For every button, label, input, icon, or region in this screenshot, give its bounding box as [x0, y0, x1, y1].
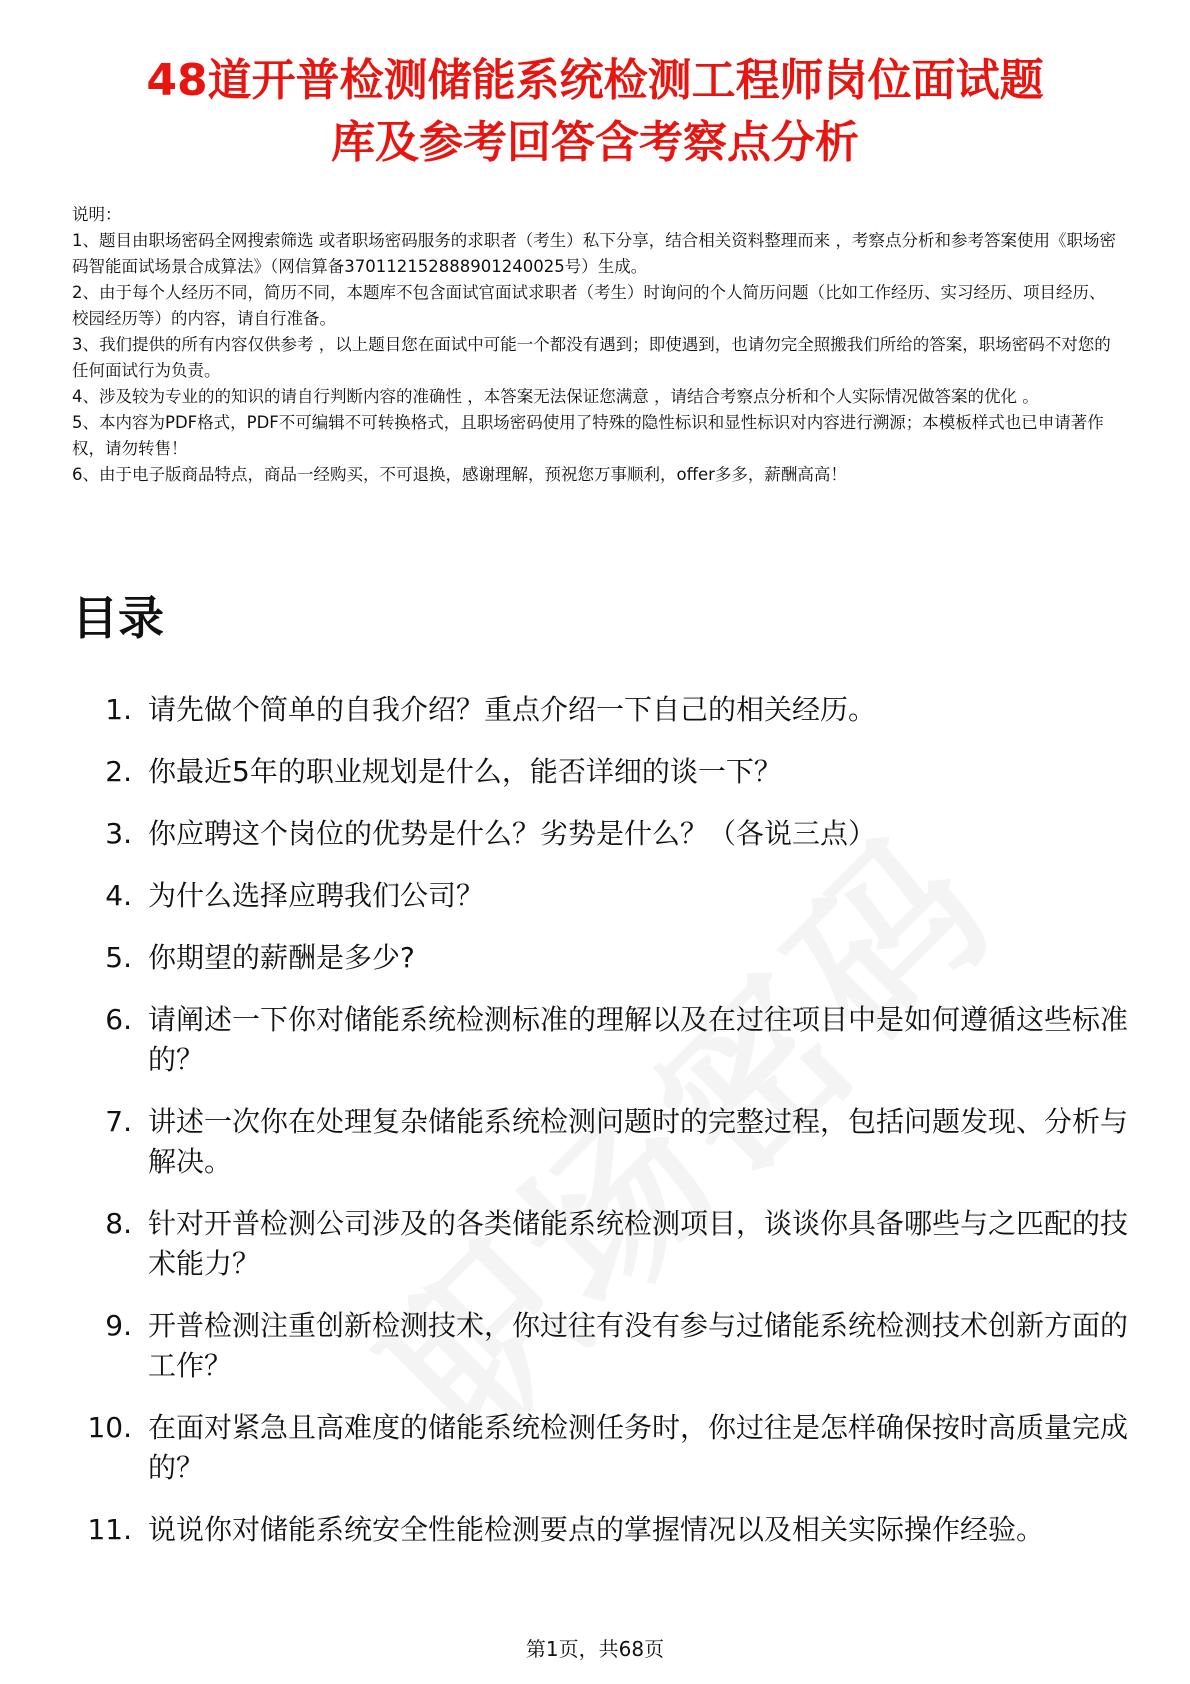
toc-item[interactable]	[72, 690, 1132, 730]
toc-item[interactable]	[72, 876, 1132, 916]
note-item-1: 1、题目由职场密码全网搜索筛选 或者职场密码服务的求职者（考生）私下分享，结合相关资料整理而来 ，考察点分析和参考答案使用《职场密码智能面试场景合成算法》（网信算备370112152888901240025号）生成。	[72, 231, 1116, 276]
document-title-line-2: 库及参考回答含考察点分析	[331, 117, 859, 168]
toc-item-number: 8.	[105, 1207, 132, 1240]
note-item-2: 2、由于每个人经历不同，简历不同，本题库不包含面试官面试求职者（考生）时询问的个人简历问题（比如工作经历、实习经历、项目经历、校园经历等）的内容，请自行准备。	[72, 283, 1106, 328]
toc-item-number: 11.	[87, 1513, 132, 1546]
toc-item[interactable]	[72, 1408, 1132, 1488]
toc-item-text: 你期望的薪酬是多少?	[148, 941, 415, 974]
toc-item-number: 3.	[105, 817, 132, 850]
toc-item[interactable]	[72, 1000, 1132, 1080]
notes-section	[72, 202, 1120, 488]
toc-item[interactable]	[72, 814, 1132, 854]
note-item-6: 6、由于电子版商品特点，商品一经购买，不可退换，感谢理解，预祝您万事顺利，offer多多，薪酬高高！	[72, 465, 847, 484]
document-title	[60, 50, 1130, 174]
note-item-5: 5、本内容为PDF格式，PDF不可编辑不可转换格式，且职场密码使用了特殊的隐性标识和显性标识对内容进行溯源；本模板样式也已申请著作权，请勿转售！	[72, 413, 1104, 458]
note-item-4: 4、涉及较为专业的的知识的请自行判断内容的准确性 ，本答案无法保证您满意 ，请结合考察点分析和个人实际情况做答案的优化 。	[72, 387, 1039, 406]
toc-item-text: 请先做个简单的自我介绍？重点介绍一下自己的相关经历。	[148, 693, 877, 726]
page-footer: 第1页，共68页	[525, 1637, 665, 1661]
toc-item-text: 在面对紧急且高难度的储能系统检测任务时，你过往是怎样确保按时高质量完成的？	[148, 1411, 1129, 1484]
document-title-line-1: 48道开普检测储能系统检测工程师岗位面试题	[146, 55, 1044, 106]
toc-item[interactable]	[72, 752, 1132, 792]
toc-item-number: 5.	[105, 941, 132, 974]
notes-heading: 说明：	[72, 205, 122, 224]
toc-item-text: 开普检测注重创新检测技术，你过往有没有参与过储能系统检测技术创新方面的工作？	[148, 1309, 1129, 1382]
toc-item-number: 1.	[105, 693, 132, 726]
toc-heading: 目录	[72, 591, 164, 645]
toc-item-text: 请阐述一下你对储能系统检测标准的理解以及在过往项目中是如何遵循这些标准的？	[148, 1003, 1129, 1076]
toc-item[interactable]	[72, 1102, 1132, 1182]
toc-item-text: 你应聘这个岗位的优势是什么？劣势是什么？（各说三点）	[148, 817, 877, 850]
toc-item-number: 6.	[105, 1003, 132, 1036]
toc-item-number: 7.	[105, 1105, 132, 1138]
toc-item-text: 讲述一次你在处理复杂储能系统检测问题时的完整过程，包括问题发现、分析与解决。	[148, 1105, 1129, 1178]
toc-item[interactable]	[72, 1204, 1132, 1284]
toc-item[interactable]	[72, 1306, 1132, 1386]
toc-item-number: 4.	[105, 879, 132, 912]
toc-item-text: 针对开普检测公司涉及的各类储能系统检测项目，谈谈你具备哪些与之匹配的技术能力？	[148, 1207, 1129, 1280]
toc-list	[72, 690, 1132, 1572]
toc-item-number: 9.	[105, 1309, 132, 1342]
toc-item[interactable]	[72, 938, 1132, 978]
toc-item-text: 说说你对储能系统安全性能检测要点的掌握情况以及相关实际操作经验。	[148, 1513, 1045, 1546]
toc-item-number: 2.	[105, 755, 132, 788]
toc-item[interactable]	[72, 1510, 1132, 1550]
note-item-3: 3、我们提供的所有内容仅供参考 ，以上题目您在面试中可能一个都没有遇到；即使遇到，也请勿完全照搬我们所给的答案，职场密码不对您的任何面试行为负责。	[72, 335, 1111, 380]
toc-item-number: 10.	[87, 1411, 132, 1444]
toc-item-text: 为什么选择应聘我们公司？	[148, 879, 485, 912]
toc-item-text: 你最近5年的职业规划是什么，能否详细的谈一下？	[148, 755, 782, 788]
